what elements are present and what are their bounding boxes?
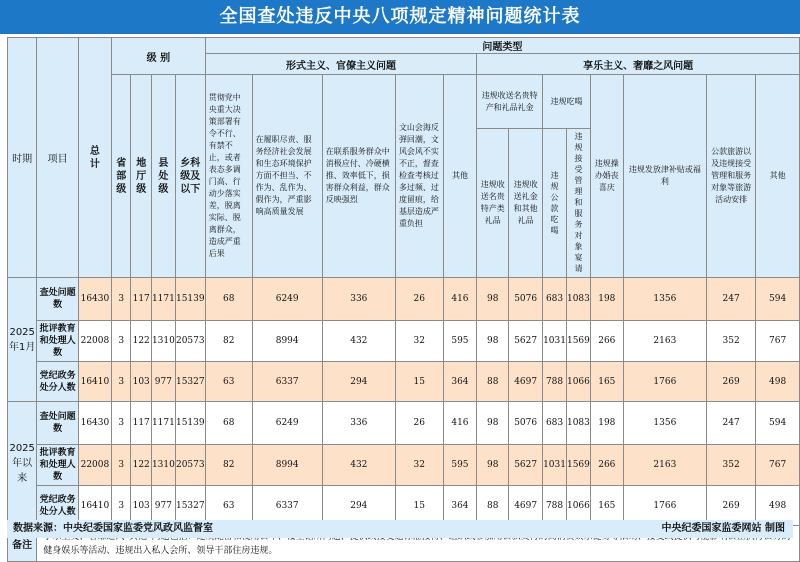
table-cell: 22008 [78, 445, 111, 486]
header-formalism-2: 在履职尽责、服务经济社会发展和生态环境保护方面不担当、不作为、乱作为、假作为，严重影响高质量发展 [252, 75, 322, 278]
table-cell: 82 [205, 321, 252, 362]
table-cell: 364 [443, 486, 477, 526]
table-cell: 1171 [151, 402, 175, 445]
table-cell: 63 [205, 486, 252, 526]
table-cell: 594 [756, 278, 800, 321]
table-cell: 6249 [252, 402, 322, 445]
header-problem-type: 问题类型 [205, 38, 799, 54]
table-cell: 198 [590, 402, 623, 445]
header-eat-public: 违规公款吃喝 [543, 129, 567, 278]
table-cell: 1310 [151, 321, 175, 362]
table-cell: 16410 [78, 486, 111, 526]
table-cell: 3 [112, 362, 131, 402]
table-cell: 595 [443, 445, 477, 486]
table-cell: 15327 [175, 486, 205, 526]
table-cell: 117 [131, 278, 152, 321]
table-cell: 788 [543, 486, 567, 526]
table-cell: 32 [395, 321, 443, 362]
header-formalism-4: 文山会海反弹回潮，文风会风不实不正，督查检查考核过多过频、过度留痕，给基层造成严重负担 [395, 75, 443, 278]
header-eat-banquet: 违规接受管理和服务对象宴请 [566, 129, 590, 278]
table-cell: 364 [443, 362, 477, 402]
table-cell: 336 [322, 402, 395, 445]
table-cell: 432 [322, 321, 395, 362]
table-cell: 294 [322, 362, 395, 402]
header-formalism: 形式主义、官僚主义问题 [205, 54, 477, 75]
header-gift-cash: 违规收送礼金和其他礼品 [509, 129, 543, 278]
table-cell: 15 [395, 486, 443, 526]
table-cell: 3 [112, 402, 131, 445]
header-level-bureau: 地厅级 [131, 75, 152, 278]
table-cell: 32 [395, 445, 443, 486]
table-cell: 1066 [566, 486, 590, 526]
table-cell: 98 [477, 402, 509, 445]
data-source: 数据来源：中央纪委国家监委党风政风监督室 [13, 523, 213, 534]
header-total: 总计 [78, 38, 111, 278]
table-cell: 15139 [175, 278, 205, 321]
table-cell: 103 [131, 486, 152, 526]
header-level-township: 乡科级及以下 [175, 75, 205, 278]
table-cell: 5076 [509, 278, 543, 321]
table-cell: 1066 [566, 362, 590, 402]
row-item-label: 党纪政务处分人数 [37, 486, 78, 526]
table-cell: 352 [706, 445, 755, 486]
table-cell: 20573 [175, 321, 205, 362]
row-item-label: 批评教育和处理人数 [37, 445, 78, 486]
table-cell: 6249 [252, 278, 322, 321]
table-cell: 788 [543, 362, 567, 402]
table-cell: 117 [131, 402, 152, 445]
header-hedonism-other: 其他 [756, 75, 800, 278]
table-cell: 4697 [509, 362, 543, 402]
table-cell: 767 [756, 445, 800, 486]
row-item-label: 批评教育和处理人数 [37, 321, 78, 362]
table-cell: 3 [112, 486, 131, 526]
header-formalism-1: 贯彻党中央重大决策部署有令不行、有禁不止，或者表态多调门高、行动少落实差，脱离实际、脱离群众，造成严重后果 [205, 75, 252, 278]
table-cell: 98 [477, 445, 509, 486]
table-cell: 103 [131, 362, 152, 402]
table-cell: 1310 [151, 445, 175, 486]
table-cell: 6337 [252, 486, 322, 526]
table-row [8, 278, 800, 321]
table-cell: 595 [443, 321, 477, 362]
table-cell: 594 [756, 402, 800, 445]
header-gift-specialty: 违规收送名贵特产类礼品 [477, 129, 509, 278]
header-hedonism-wedding: 违规操办婚丧喜庆 [590, 75, 623, 278]
table-cell: 8994 [252, 321, 322, 362]
table-cell: 16430 [78, 278, 111, 321]
table-cell: 683 [543, 402, 567, 445]
table-cell: 8994 [252, 445, 322, 486]
table-cell: 498 [756, 486, 800, 526]
table-cell: 15139 [175, 402, 205, 445]
table-cell: 22008 [78, 321, 111, 362]
table-cell: 498 [756, 362, 800, 402]
table-cell: 247 [706, 278, 755, 321]
table-cell: 26 [395, 278, 443, 321]
table-cell: 767 [756, 321, 800, 362]
table-row [8, 321, 800, 362]
table-cell: 269 [706, 486, 755, 526]
table-cell: 98 [477, 321, 509, 362]
table-cell: 1356 [623, 278, 706, 321]
row-item-label: 查处问题数 [37, 278, 78, 321]
table-cell: 5627 [509, 445, 543, 486]
table-cell: 88 [477, 362, 509, 402]
table-cell: 16430 [78, 402, 111, 445]
table-cell: 432 [322, 445, 395, 486]
table-cell: 1171 [151, 278, 175, 321]
table-cell: 16410 [78, 362, 111, 402]
table-cell: 68 [205, 278, 252, 321]
table-cell: 977 [151, 362, 175, 402]
table-cell: 1031 [543, 321, 567, 362]
stats-table [7, 37, 800, 562]
header-hedonism-travel: 公款旅游以及违规接受管理和服务对象等旅游活动安排 [706, 75, 755, 278]
period-label: 2025年1月 [8, 278, 37, 402]
header-level-province: 省部级 [112, 75, 131, 278]
header-formalism-3: 在联系服务群众中消极应付、冷硬横推、效率低下，损害群众利益，群众反映强烈 [322, 75, 395, 278]
table-cell: 977 [151, 486, 175, 526]
table-cell: 336 [322, 278, 395, 321]
table-cell: 416 [443, 402, 477, 445]
header-period: 时期 [8, 38, 37, 278]
table-cell: 198 [590, 278, 623, 321]
table-row [8, 402, 800, 445]
table-cell: 2163 [623, 321, 706, 362]
header-eat-group: 违规吃喝 [543, 75, 591, 129]
table-cell: 98 [477, 278, 509, 321]
header-hedonism: 享乐主义、奢靡之风问题 [477, 54, 800, 75]
table-cell: 1766 [623, 486, 706, 526]
table-cell: 3 [112, 445, 131, 486]
table-cell: 5076 [509, 402, 543, 445]
table-cell: 82 [205, 445, 252, 486]
table-cell: 1083 [566, 278, 590, 321]
table-cell: 1569 [566, 445, 590, 486]
page-title: 全国查处违反中央八项规定精神问题统计表 [0, 0, 800, 34]
table-cell: 4697 [509, 486, 543, 526]
period-label: 2025年以来 [8, 402, 37, 526]
table-cell: 247 [706, 402, 755, 445]
table-cell: 20573 [175, 445, 205, 486]
table-cell: 3 [112, 321, 131, 362]
table-cell: 416 [443, 278, 477, 321]
table-cell: 683 [543, 278, 567, 321]
table-cell: 3 [112, 278, 131, 321]
credit: 中央纪委国家监委网站 制图 [661, 523, 785, 534]
table-cell: 88 [477, 486, 509, 526]
footer [7, 520, 793, 538]
table-cell: 2163 [623, 445, 706, 486]
table-cell: 269 [706, 362, 755, 402]
table-cell: 26 [395, 402, 443, 445]
table-cell: 122 [131, 445, 152, 486]
table-cell: 15327 [175, 362, 205, 402]
header-item: 项目 [37, 38, 78, 278]
table-row [8, 362, 800, 402]
table-cell: 6337 [252, 362, 322, 402]
table-cell: 294 [322, 486, 395, 526]
table-cell: 352 [706, 321, 755, 362]
table-cell: 1083 [566, 402, 590, 445]
note-label: 备注 [8, 526, 37, 562]
header-level: 级 别 [112, 38, 206, 75]
header-level-county: 县处级 [151, 75, 175, 278]
table-cell: 165 [590, 362, 623, 402]
table-cell: 63 [205, 362, 252, 402]
table-cell: 5627 [509, 321, 543, 362]
table-cell: 1356 [623, 402, 706, 445]
note-text: 健身娱乐等活动、违规出入私人会所、领导干部住房违规。 [37, 526, 800, 562]
table-row [8, 445, 800, 486]
table-cell: 15 [395, 362, 443, 402]
table-cell: 266 [590, 321, 623, 362]
header-gift-group: 违规收送名贵特产和礼品礼金 [477, 75, 543, 129]
header-formalism-other: 其他 [443, 75, 477, 278]
table-cell: 1569 [566, 321, 590, 362]
row-item-label: 查处问题数 [37, 402, 78, 445]
table-cell: 1031 [543, 445, 567, 486]
table-cell: 1766 [623, 362, 706, 402]
table-cell: 68 [205, 402, 252, 445]
row-item-label: 党纪政务处分人数 [37, 362, 78, 402]
table-cell: 266 [590, 445, 623, 486]
table-cell: 122 [131, 321, 152, 362]
header-hedonism-subsidy: 违规发放津补贴或福利 [623, 75, 706, 278]
table-cell: 165 [590, 486, 623, 526]
